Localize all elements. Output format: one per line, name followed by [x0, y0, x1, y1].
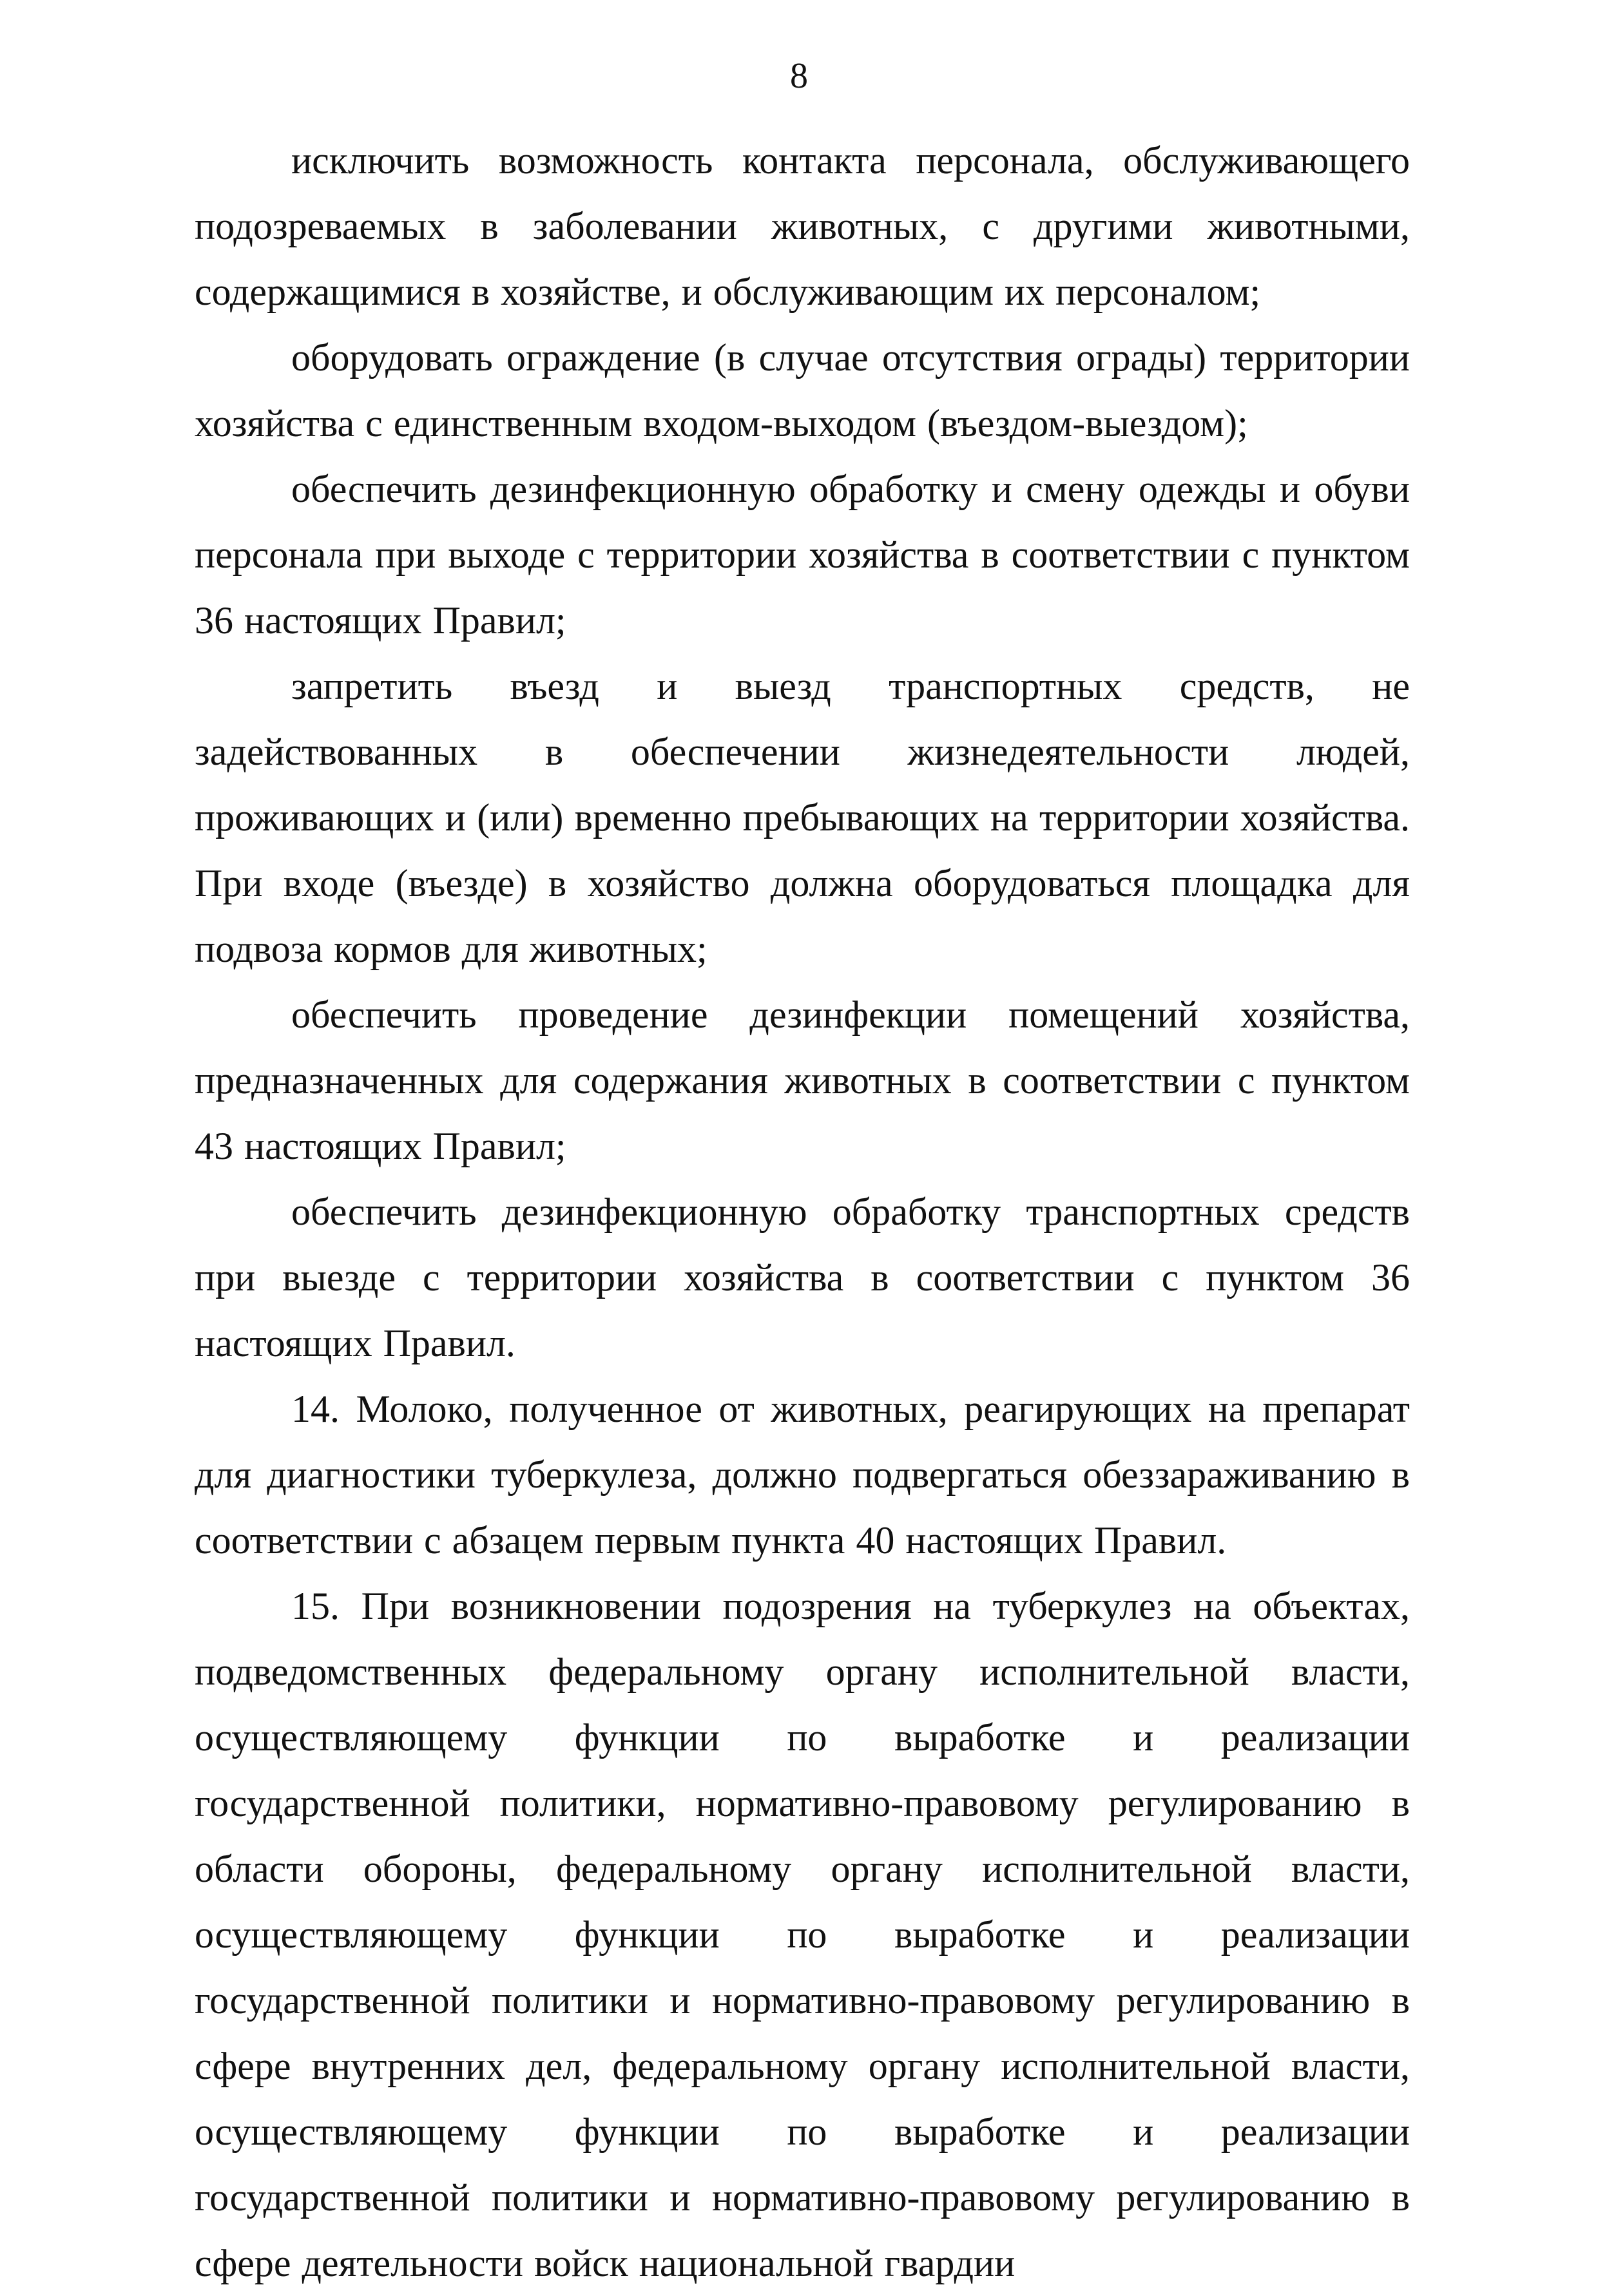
paragraph-vehicle-ban: запретить въезд и выезд транспортных средств, не задействованных в обеспечении жизнедеятельности людей, проживающих и (или) временно пребывающих на территории хозяйства. При входе (въезде) в хозяйство должна оборудоваться площадка для подвоза кормов для животных;	[195, 665, 1410, 970]
paragraph-item-15-suspicion: 15. При возникновении подозрения на туберкулез на объектах, подведомственных федеральному органу исполнительной власти, осуществляющему функции по выработке и реализации государственной политики, нормативно-правовому регулированию в области обороны, федеральному органу исполнительной власти, осуществляющему функции по выработке и реализации государственной политики и нормативно-правовому регулированию в сфере внутренних дел, федеральному органу исполнительной власти, осуществляющему функции по выработке и реализации государственной политики и нормативно-правовому регулированию в сфере деятельности войск национальной гвардии	[195, 1585, 1410, 2284]
paragraph-item-14-milk: 14. Молоко, полученное от животных, реагирующих на препарат для диагностики туберкулеза, должно подвергаться обеззараживанию в соответствии с абзацем первым пункта 40 настоящих Правил.	[195, 1388, 1410, 1562]
paragraph-fencing: оборудовать ограждение (в случае отсутствия ограды) территории хозяйства с единственным входом-выходом (въездом-выездом);	[195, 336, 1410, 445]
paragraph-isolate-staff: исключить возможность контакта персонала, обслуживающего подозреваемых в заболевании животных, с другими животными, содержащимися в хозяйстве, и обслуживающим их персоналом;	[195, 139, 1410, 313]
paragraph-clothing-disinfection: обеспечить дезинфекционную обработку и смену одежды и обуви персонала при выходе с территории хозяйства в соответствии с пунктом 36 настоящих Правил;	[195, 468, 1410, 642]
page-number: 8	[790, 56, 808, 96]
document-body	[195, 128, 1410, 2296]
paragraph-premises-disinfection: обеспечить проведение дезинфекции помещений хозяйства, предназначенных для содержания животных в соответствии с пунктом 43 настоящих Правил;	[195, 993, 1410, 1167]
paragraph-vehicle-disinfection: обеспечить дезинфекционную обработку транспортных средств при выезде с территории хозяйства в соответствии с пунктом 36 настоящих Правил.	[195, 1191, 1410, 1364]
